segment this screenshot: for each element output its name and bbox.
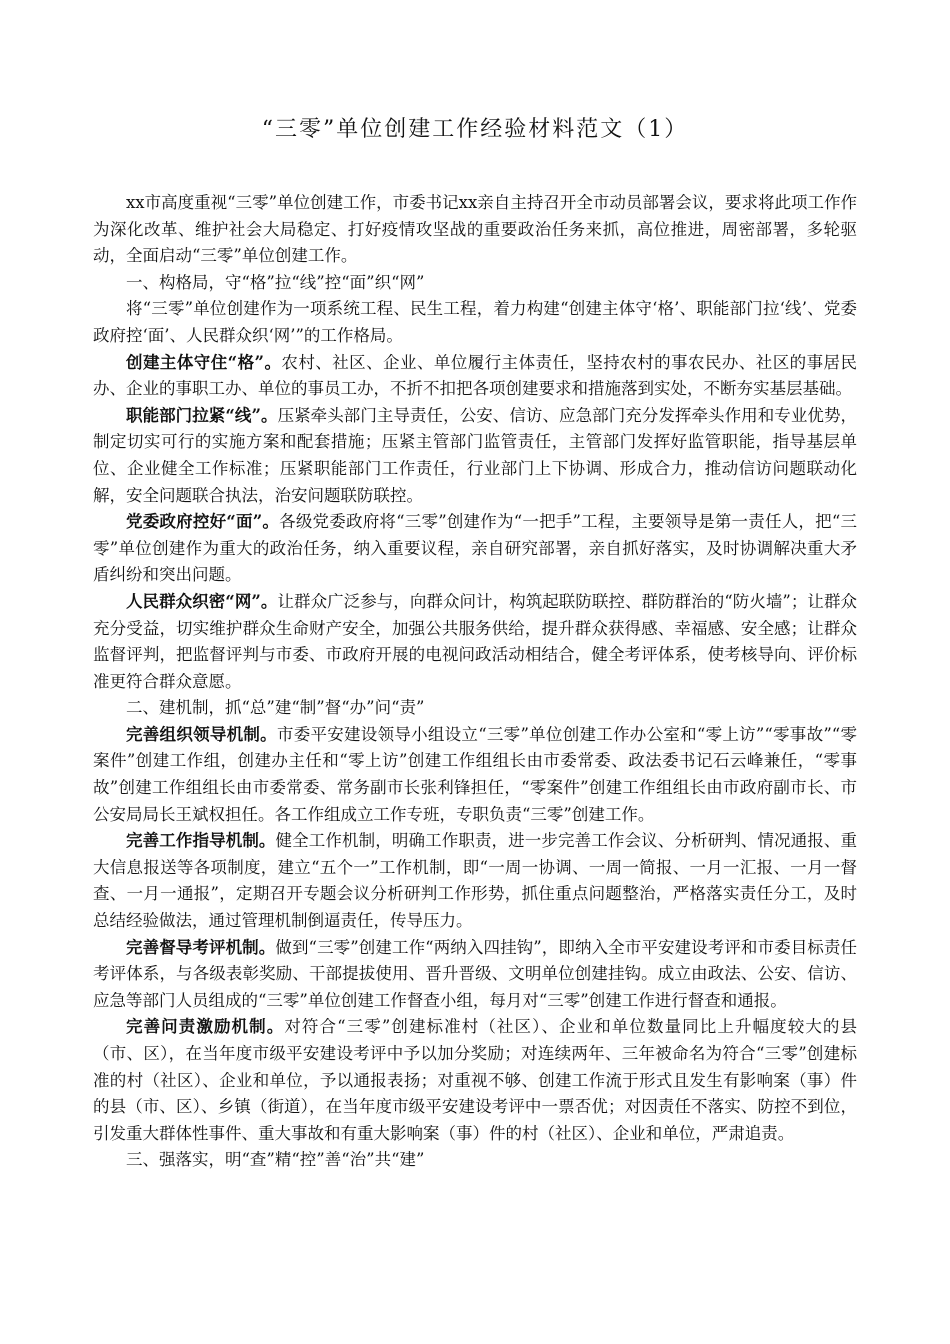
document-body	[93, 190, 857, 1174]
section-heading-2	[93, 695, 857, 722]
paragraph-evaluation-mechanism	[93, 935, 857, 1015]
paragraph-text: 压紧牵头部门主导责任，公安、信访、应急部门充分发挥牵头作用和专业优势，制定切实可行的实施方案和配套措施；压紧主管部门监管责任，主管部门发挥好监管职能，指导基层单位、企业健全工作标准；压紧职能部门工作责任，行业部门上下协调、形成合力，推动信访问题联动化解，安全问题联合执法，治安问题联防联控。	[93, 405, 858, 505]
document-title: “三零”单位创建工作经验材料范文（1）	[261, 117, 689, 142]
paragraph-lead: 党委政府控好“面”。	[126, 512, 280, 532]
paragraph-accountability-mechanism	[93, 1014, 857, 1147]
paragraph-net	[93, 589, 857, 695]
paragraph-lead: 完善工作指导机制。	[126, 831, 276, 851]
paragraph-lead: 完善问责激励机制。	[126, 1017, 285, 1037]
paragraph-lead: 人民群众织密“网”。	[126, 591, 278, 611]
paragraph-text: 健全工作机制，明确工作职责，进一步完善工作会议、分析研判、情况通报、重大信息报送等各项制度，建立“五个一”工作机制，即“一周一协调、一周一简报、一月一汇报、一月一督查、一月一通报”，定期召开专题会议分析研判工作形势，抓住重点问题整治，严格落实责任分工，及时总结经验做法，通过管理机制倒逼责任，传导压力。	[93, 831, 858, 931]
paragraph-text: 将“三零”单位创建作为一项系统工程、民生工程，着力构建“创建主体守‘格’、职能部门拉‘线’、党委政府控‘面’、人民群众织‘网’”的工作格局。	[93, 299, 857, 345]
paragraph-guidance-mechanism	[93, 828, 857, 934]
paragraph-text: 二、建机制，抓“总”建“制”督“办”问“责”	[126, 698, 425, 718]
paragraph-lead: 完善督导考评机制。	[126, 937, 276, 957]
paragraph-lead: 创建主体守住“格”。	[126, 352, 282, 372]
paragraph-text: 农村、社区、企业、单位履行主体责任，坚持农村的事农民办、社区的事居民办、企业的事职工办、单位的事员工办，不折不扣把各项创建要求和措施落到实处，不断夯实基层基础。	[93, 352, 857, 399]
paragraph-text: 对符合“三零”创建标准村（社区）、企业和单位数量同比上升幅度较大的县（市、区），在当年度市级平安建设考评中予以加分奖励；对连续两年、三年被命名为符合“三零”创建标准的村（社区）、企业和单位，予以通报表扬；对重视不够、创建工作流于形式且发生有影响案（事）件的县（市、区）、乡镇（街道），在当年度市级平安建设考评中一票否优；对因责任不落实、防控不到位，引发重大群体性事件、重大事故和有重大影响案（事）件的村（社区）、企业和单位，严肃追责。	[93, 1017, 858, 1143]
section-heading-1	[93, 270, 857, 297]
paragraph-text: xx市高度重视“三零”单位创建工作，市委书记xx亲自主持召开全市动员部署会议，要求将此项工作作为深化改革、维护社会大局稳定、打好疫情攻坚战的重要政治任务来抓，高位推进，周密部署，多轮驱动，全面启动“三零”单位创建工作。	[93, 193, 857, 266]
paragraph-lead: 职能部门拉紧“线”。	[126, 405, 278, 425]
paragraph-leadership-mechanism	[93, 722, 857, 828]
paragraph-grid	[93, 350, 857, 403]
paragraph-text: 三、强落实，明“查”精“控”善“治”共“建”	[126, 1150, 425, 1170]
paragraph-text: 市委平安建设领导小组设立“三零”单位创建工作办公室和“零上访”“零事故”“零案件”创建工作组，创建办主任和“零上访”创建工作组组长由市委常委、政法委书记石云峰兼任，“零事故”创建工作组组长由市委常委、常务副市长张利锋担任，“零案件”创建工作组组长由市政府副市长、市公安局局长王斌权担任。各工作组成立工作专班，专职负责“三零”创建工作。	[93, 724, 857, 824]
paragraph-text: 各级党委政府将“三零”创建作为“一把手”工程，主要领导是第一责任人，把“三零”单位创建作为重大的政治任务，纳入重要议程，亲自研究部署，亲自抓好落实，及时协调解决重大矛盾纠纷和突出问题。	[93, 512, 857, 585]
paragraph-framework	[93, 296, 857, 349]
paragraph-line	[93, 403, 857, 509]
paragraph-text: 做到“三零”创建工作“两纳入四挂钩”，即纳入全市平安建设考评和市委目标责任考评体系，与各级表彰奖励、干部提拔使用、晋升晋级、文明单位创建挂钩。成立由政法、公安、信访、应急等部门人员组成的“三零”单位创建工作督查小组，每月对“三零”创建工作进行督查和通报。	[93, 937, 858, 1010]
paragraph-text: 一、构格局，守“格”拉“线”控“面”织“网”	[126, 272, 425, 292]
paragraph-intro	[93, 190, 857, 270]
paragraph-lead: 完善组织领导机制。	[126, 724, 277, 744]
section-heading-3	[93, 1147, 857, 1174]
paragraph-surface	[93, 509, 857, 589]
paragraph-text: 让群众广泛参与，向群众问计，构筑起联防联控、群防群治的“防火墙”；让群众充分受益，切实维护群众生命财产安全，加强公共服务供给，提升群众获得感、幸福感、安全感；让群众监督评判，把监督评判与市委、市政府开展的电视问政活动相结合，健全考评体系，使考核导向、评价标准更符合群众意愿。	[93, 591, 857, 691]
